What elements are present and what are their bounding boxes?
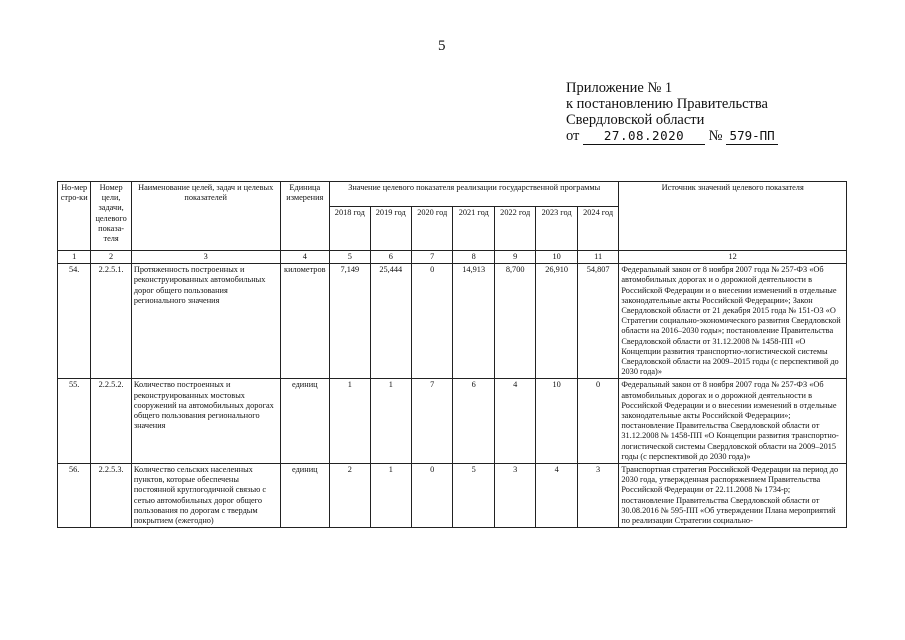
table-row [58,264,847,379]
header-year: 2024 год [577,207,619,251]
goal-code: 2.2.5.1. [91,264,131,379]
header-source: Источник значений целевого показателя [619,182,847,251]
row-number: 55. [58,379,91,464]
header-unit: Единица измерения [280,182,330,251]
appendix-title: Приложение № 1 [566,80,673,96]
indicator-name: Количество построенных и реконструированных мостовых сооружений на автомобильных дорогах общего пользования регионального значения [131,379,280,464]
value-2024: 54,807 [577,264,619,379]
document-date: 27.08.2020 [583,128,705,145]
indicator-name: Протяженность построенных и реконструированных автомобильных дорог общего пользования регионального значения [131,264,280,379]
value-2019: 25,444 [370,264,411,379]
column-number-row [58,251,847,264]
column-number: 5 [330,251,370,264]
table-row [58,379,847,464]
value-2019: 1 [370,379,411,464]
appendix-region: Свердловской области [566,112,705,128]
column-number: 11 [577,251,619,264]
header-year: 2019 год [370,207,411,251]
column-number: 1 [58,251,91,264]
value-2022: 4 [494,379,535,464]
column-number: 10 [536,251,577,264]
column-number: 4 [280,251,330,264]
source: Транспортная стратегия Российской Федерации на период до 2030 года, утвержденная распоряжением Правительства Российской Федерации от 22.11.2008 № 1734-р; постановление Правительства Свердловской области от 30.08.2016 № 595-ПП «Об утверждении Плана мероприятий по реализации Стратегии социально- [619,464,847,528]
indicator-name: Количество сельских населенных пунктов, которые обеспечены постоянной круглогодичной связью с сетью автомобильных дорог общего пользования по дорогам с твердым покрытием (ежегодно) [131,464,280,528]
unit: километров [280,264,330,379]
goal-code: 2.2.5.3. [91,464,131,528]
value-2022: 3 [494,464,535,528]
value-2018: 2 [330,464,370,528]
column-number: 6 [370,251,411,264]
value-2023: 4 [536,464,577,528]
value-2018: 7,149 [330,264,370,379]
page-bottom-margin [0,598,905,640]
date-prefix: от [566,128,580,144]
value-2019: 1 [370,464,411,528]
value-2020: 0 [412,264,453,379]
indicators-table [57,181,847,528]
value-2020: 7 [412,379,453,464]
value-2018: 1 [330,379,370,464]
column-number: 2 [91,251,131,264]
header-goal-number: Номер цели, задачи, целевого показа-теля [91,182,131,251]
value-2024: 3 [577,464,619,528]
value-2020: 0 [412,464,453,528]
unit: единиц [280,379,330,464]
header-year: 2022 год [494,207,535,251]
column-number: 12 [619,251,847,264]
column-number: 7 [412,251,453,264]
header-year: 2020 год [412,207,453,251]
value-2022: 8,700 [494,264,535,379]
header-year: 2023 год [536,207,577,251]
header-name: Наименование целей, задач и целевых показателей [131,182,280,251]
column-number: 3 [131,251,280,264]
column-number: 9 [494,251,535,264]
header-row-number: Но-мер стро-ки [58,182,91,251]
table-row [58,464,847,528]
header-year: 2018 год [330,207,370,251]
appendix-date-number [566,128,778,145]
number-prefix: № [708,128,723,144]
header-year: 2021 год [453,207,494,251]
value-2024: 0 [577,379,619,464]
row-number: 56. [58,464,91,528]
value-2021: 6 [453,379,494,464]
header-values-group: Значение целевого показателя реализации государственной программы [330,182,619,207]
appendix-reference: к постановлению Правительства [566,96,768,112]
value-2021: 14,913 [453,264,494,379]
row-number: 54. [58,264,91,379]
value-2021: 5 [453,464,494,528]
column-number: 8 [453,251,494,264]
value-2023: 10 [536,379,577,464]
page-number: 5 [438,38,446,54]
source: Федеральный закон от 8 ноября 2007 года № 257-ФЗ «Об автомобильных дорогах и о дорожной деятельности в Российской Федерации и о внесении изменений в отдельные законодательные акты Российской Федерации»; постановление Правительства Свердловской области от 31.12.2008 № 1458-ПП «О Концепции развития транспортно-логистической системы Свердловской области на 2009–2015 годы (с перспективой до 2030 года)» [619,379,847,464]
value-2023: 26,910 [536,264,577,379]
appendix-header [566,80,778,145]
document-number: 579-ПП [726,128,778,145]
source: Федеральный закон от 8 ноября 2007 года № 257-ФЗ «Об автомобильных дорогах и о дорожной деятельности в Российской Федерации и о внесении изменений в отдельные законодательные акты Российской Федерации»; Закон Свердловской области от 21 декабря 2015 года № 151-ОЗ «О Стратегии социально-экономического развития Свердловской области на 2016–2030 годы»; постановление Правительства Свердловской области от 31.12.2008 № 1458-ПП «О Концепции развития транспортно-логистической системы Свердловской области на 2009–2015 годы (с перспективой до 2030 года)» [619,264,847,379]
unit: единиц [280,464,330,528]
goal-code: 2.2.5.2. [91,379,131,464]
